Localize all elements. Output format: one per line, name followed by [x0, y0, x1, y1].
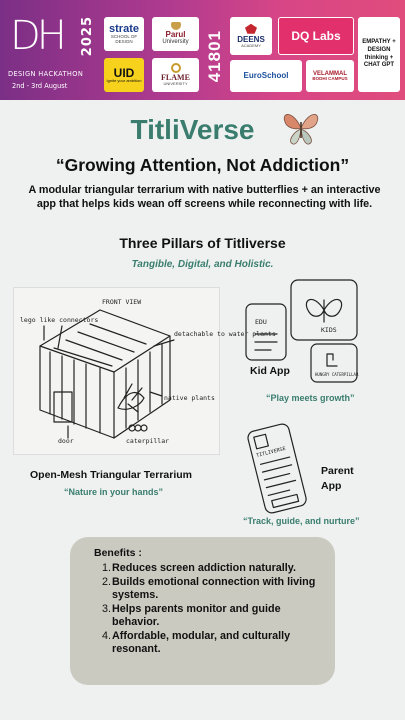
parent-app-label-line2: App [321, 480, 342, 492]
svg-text:HUNGRY CATERPILLAR: HUNGRY CATERPILLAR [315, 372, 359, 377]
list-item: 3. Helps parents monitor and guide behavior. [102, 602, 281, 628]
event-year: 2025 [80, 16, 95, 57]
kid-app-quote: “Play meets growth” [266, 393, 355, 403]
parent-app-label [321, 464, 354, 494]
partner-logo-strate: strate SCHOOL OF DESIGN [104, 17, 144, 51]
parent-app-drawing [244, 422, 314, 514]
event-banner [0, 0, 405, 100]
terrarium-quote: “Nature in your hands” [64, 487, 164, 497]
benefits-panel [70, 537, 335, 685]
deens-emblem-icon [245, 24, 257, 34]
butterfly-icon [279, 106, 323, 150]
partner-logo-uid: UID Ignite your ambition [104, 58, 144, 92]
svg-text:door: door [58, 437, 74, 445]
partner-logo-empathy: EMPATHY + DESIGN thinking + CHAT GPT [358, 17, 400, 92]
partner-logo-deens: DEENS ACADEMY [230, 17, 272, 55]
parul-emblem-icon [171, 22, 181, 30]
event-dates: 2nd - 3rd August [12, 82, 68, 90]
svg-text:caterpillar: caterpillar [126, 437, 170, 445]
pillars-subheading: Tangible, Digital, and Holistic. [131, 259, 274, 270]
kid-app-label: Kid App [250, 365, 290, 377]
svg-text:TITLIVERSE: TITLIVERSE [255, 445, 287, 460]
list-item: 2. Builds emotional connection with living systems. [102, 575, 316, 601]
event-name: DESIGN HACKATHON [8, 70, 84, 78]
svg-text:FRONT VIEW: FRONT VIEW [102, 298, 142, 306]
team-code: 41801 [205, 30, 224, 83]
partner-logo-dqlabs: DQ Labs [278, 17, 354, 55]
svg-text:lego like connectors: lego like connectors [20, 316, 99, 324]
terrarium-label: Open-Mesh Triangular Terrarium [30, 469, 193, 481]
svg-text:EDU: EDU [255, 318, 267, 326]
list-item: 4. Affordable, modular, and culturally resonant. [102, 629, 291, 655]
svg-text:KIDS: KIDS [321, 326, 337, 334]
description: A modular triangular terrarium with native butterflies + an interactive app that helps kids wean off screens while reconnecting with life. [28, 184, 381, 210]
svg-text:detachable to water plants: detachable to water plants [174, 330, 276, 338]
page-title: TitliVerse [130, 114, 255, 145]
pillars-heading: Three Pillars of Titliverse [119, 235, 286, 251]
flame-emblem-icon [171, 63, 181, 73]
benefits-heading: Benefits : [94, 547, 142, 559]
tagline: “Growing Attention, Not Addiction” [55, 155, 350, 175]
dh-mark: DH [10, 13, 63, 59]
list-item: 1. Reduces screen addiction naturally. [102, 562, 297, 574]
parent-app-label-line1: Parent [321, 465, 354, 477]
partner-logo-euroschool: EuroSchool [230, 60, 302, 92]
partner-logo-velammal: VELAMMAL BODHI CAMPUS [306, 60, 354, 92]
parent-app-sketch [244, 422, 314, 514]
svg-text:native plants: native plants [164, 394, 215, 402]
benefits-list [94, 562, 323, 657]
design-hackathon-logo [6, 10, 98, 94]
partner-logo-flame: FLAME UNIVERSITY [152, 58, 199, 92]
parent-app-quote: “Track, guide, and nurture” [243, 516, 360, 526]
partner-logo-parul: Parul University [152, 17, 199, 51]
